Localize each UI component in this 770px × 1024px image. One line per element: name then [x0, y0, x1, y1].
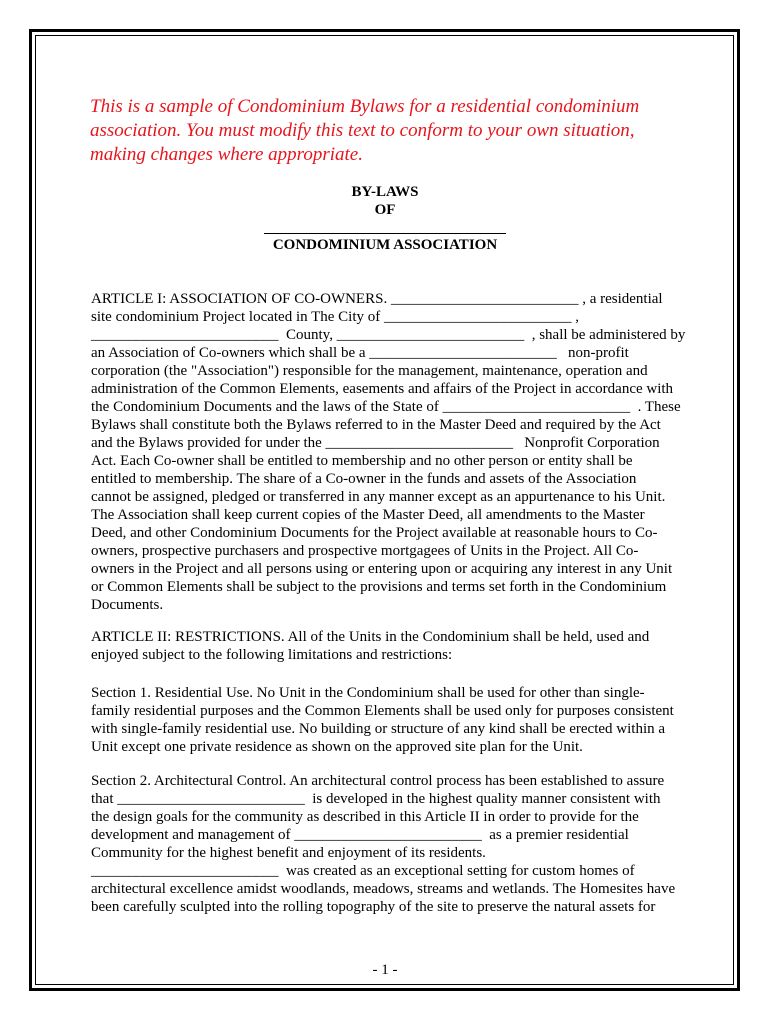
paragraph-line: Section 2. Architectural Control. An architectural control process has been established to assure [91, 773, 665, 789]
paragraph-line: family residential purposes and the Common Elements shall be used only for purposes consistent [91, 703, 674, 719]
paragraph-line: Documents. [91, 597, 164, 613]
page-number: - 1 - [372, 962, 398, 978]
paragraph-line: ARTICLE I: ASSOCIATION OF CO-OWNERS. _________________________ , a residential [91, 291, 663, 307]
title-of: OF [374, 202, 396, 218]
paragraph-line: Community for the highest benefit and enjoyment of its residents. [91, 845, 486, 861]
section-2 [91, 772, 683, 916]
article-1 [91, 290, 686, 614]
paragraph-line: entitled to membership. The share of a Co-owner in the funds and assets of the Association [91, 471, 637, 487]
paragraph-line: architectural excellence amidst woodlands, meadows, streams and wetlands. The Homesites have [91, 881, 676, 897]
paragraph-line: administration of the Common Elements, easements and affairs of the Project in accordance with [91, 381, 674, 397]
section-1 [91, 684, 683, 756]
paragraph-line: Deed, and other Condominium Documents for the Project available at reasonable hours to Co- [91, 525, 658, 541]
paragraph-line: _________________________ was created as an exceptional setting for custom homes of [91, 863, 635, 879]
title-condominium-association: CONDOMINIUM ASSOCIATION [272, 237, 498, 253]
notice-line: making changes where appropriate. [90, 144, 363, 165]
paragraph-line: owners in the Project and all persons using or entering upon or acquiring any interest in any Unit [91, 561, 673, 577]
paragraph-line: development and management of _________________________ as a premier residential [91, 827, 629, 843]
paragraph-line: Section 1. Residential Use. No Unit in the Condominium shall be used for other than single- [91, 685, 645, 701]
association-name-blank [264, 233, 506, 234]
notice-line: This is a sample of Condominium Bylaws for a residential condominium [90, 96, 640, 117]
paragraph-line: with single-family residential use. No building or structure of any kind shall be erected within a [91, 721, 666, 737]
paragraph-line: cannot be assigned, pledged or transferred in any manner except as an appurtenance to his Unit. [91, 489, 666, 505]
paragraph-line: been carefully sculpted into the rolling topography of the site to preserve the natural assets for [91, 899, 656, 915]
paragraph-line: owners, prospective purchasers and prospective mortgagees of Units in the Project. All Co- [91, 543, 639, 559]
paragraph-line: an Association of Co-owners which shall be a _________________________ non-profit [91, 345, 629, 361]
paragraph-line: and the Bylaws provided for under the _________________________ Nonprofit Corporation [91, 435, 660, 451]
paragraph-line: the Condominium Documents and the laws of the State of _________________________ . These [91, 399, 681, 415]
title-bylaws: BY-LAWS [351, 184, 419, 200]
notice-line: association. You must modify this text to conform to your own situation, [90, 120, 635, 141]
paragraph-line: Bylaws shall constitute both the Bylaws referred to in the Master Deed and required by the Act [91, 417, 661, 433]
paragraph-line: corporation (the "Association") responsible for the management, maintenance, operation and [91, 363, 648, 379]
paragraph-line: _________________________ County, _________________________ , shall be administered by [91, 327, 686, 343]
paragraph-line: ARTICLE II: RESTRICTIONS. All of the Units in the Condominium shall be held, used and [91, 629, 650, 645]
paragraph-line: enjoyed subject to the following limitations and restrictions: [91, 647, 453, 663]
paragraph-line: the design goals for the community as described in this Article II in order to provide for the [91, 809, 639, 825]
paragraph-line: site condominium Project located in The City of _________________________ , [91, 309, 580, 325]
paragraph-line: that _________________________ is developed in the highest quality manner consistent with [91, 791, 661, 807]
paragraph-line: Unit except one private residence as shown on the approved site plan for the Unit. [91, 739, 583, 755]
paragraph-line: The Association shall keep current copies of the Master Deed, all amendments to the Master [91, 507, 645, 523]
paragraph-line: or Common Elements shall be subject to the provisions and terms set forth in the Condominium [91, 579, 667, 595]
paragraph-line: Act. Each Co-owner shall be entitled to membership and no other person or entity shall be [91, 453, 633, 469]
article-2 [91, 628, 683, 664]
sample-notice [90, 95, 690, 167]
